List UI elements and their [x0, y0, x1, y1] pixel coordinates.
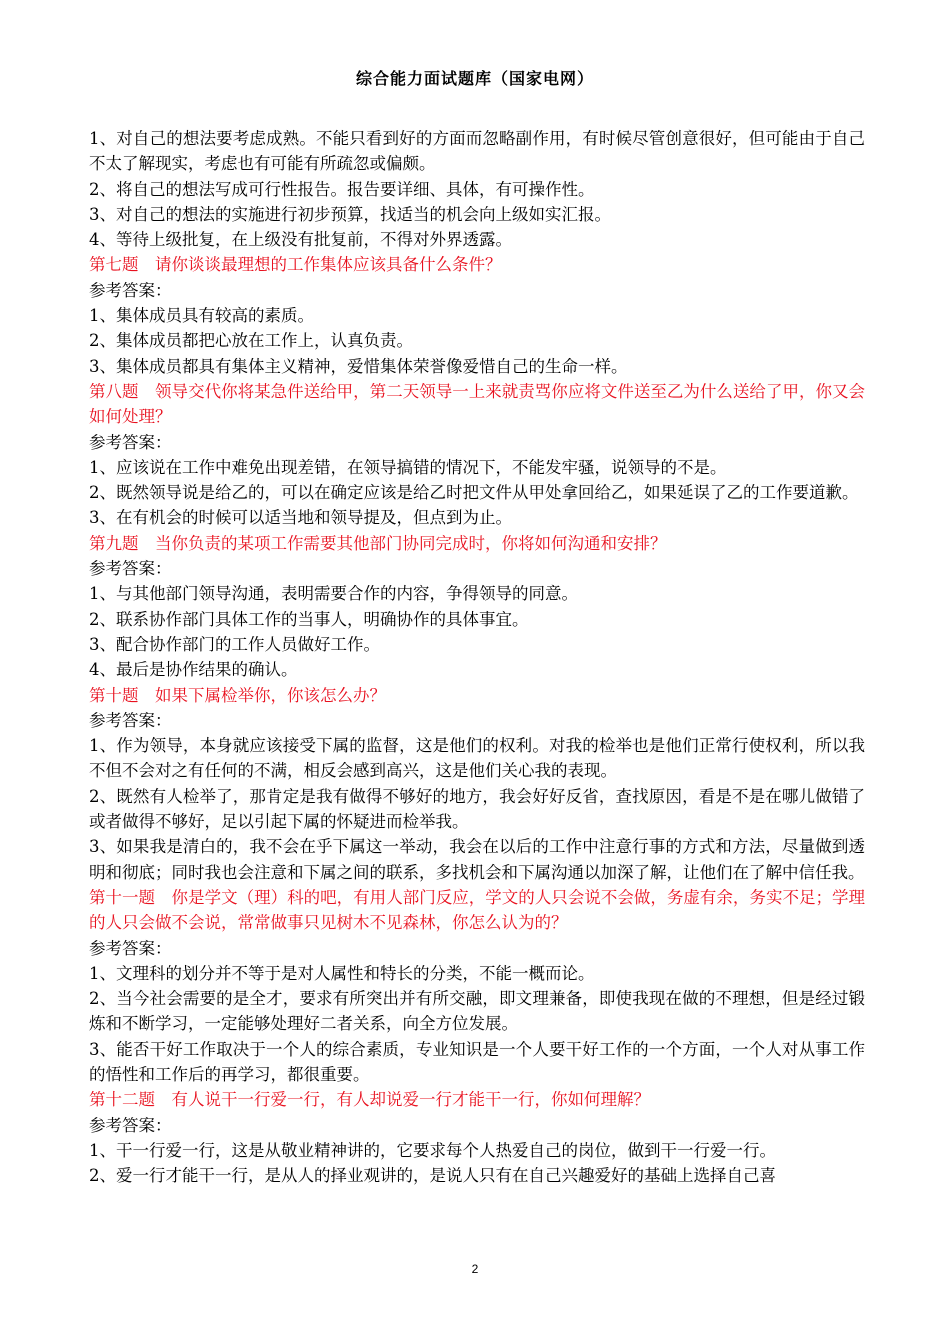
answer-item: 2、将自己的想法写成可行性报告。报告要详细、具体，有可操作性。: [89, 179, 595, 199]
answer-item: 1、干一行爱一行，这是从敬业精神讲的，它要求每个人热爱自己的岗位，做到干一行爱一行。: [89, 1140, 776, 1160]
answer-item: 2、集体成员都把心放在工作上，认真负责。: [89, 331, 413, 351]
answer-item: 1、作为领导，本身就应该接受下属的监督，这是他们的权利。对我的检举也是他们正常行使权利，所以我不但不会对之有任何的不满，相反会感到高兴，这是他们关心我的表现。: [89, 736, 865, 781]
answer-item: 3、能否干好工作取决于一个人的综合素质，专业知识是一个人要干好工作的一个方面，一个人对从事工作的悟性和工作后的再学习，都很重要。: [89, 1039, 865, 1084]
answer-item: 2、当今社会需要的是全才，要求有所突出并有所交融，即文理兼备，即使我现在做的不理想，但是经过锻炼和不断学习，一定能够处理好二者关系，向全方位发展。: [89, 989, 865, 1034]
answer-label: 参考答案：: [89, 1115, 172, 1135]
answer-item: 3、如果我是清白的，我不会在乎下属这一举动，我会在以后的工作中注意行事的方式和方法，尽量做到透明和彻底；同时我也会注意和下属之间的联系，多找机会和下属沟通以加深了解，让他们在了解中信任我。: [89, 837, 865, 882]
page-title: 综合能力面试题库（国家电网）: [355, 69, 594, 88]
question-heading: 第十一题 你是学文（理）科的吧，有用人部门反应，学文的人只会说不会做，务虚有余，务实不足；学理的人只会做不会说，常常做事只见树木不见森林，你怎么认为的？: [89, 887, 865, 933]
question-heading: 第十二题 有人说干一行爱一行，有人却说爱一行才能干一行，你如何理解？: [89, 1090, 650, 1110]
answer-item: 1、文理科的划分并不等于是对人属性和特长的分类，不能一概而论。: [89, 963, 595, 983]
question-heading: 第八题 领导交代你将某急件送给甲，第二天领导一上来就责骂你应将文件送至乙为什么送给了甲，你又会如何处理？: [89, 381, 865, 427]
answer-label: 参考答案：: [89, 938, 172, 958]
answer-item: 1、集体成员具有较高的素质。: [89, 306, 314, 326]
answer-item: 2、既然领导说是给乙的，可以在确定应该是给乙时把文件从甲处拿回给乙，如果延误了乙的工作要道歉。: [89, 483, 859, 503]
answer-label: 参考答案：: [89, 710, 172, 730]
answer-item: 4、等待上级批复，在上级没有批复前，不得对外界透露。: [89, 230, 512, 250]
answer-item: 2、联系协作部门具体工作的当事人，明确协作的具体事宜。: [89, 609, 529, 629]
answer-label: 参考答案：: [89, 559, 172, 579]
answer-label: 参考答案：: [89, 432, 172, 452]
question-heading: 第十题 如果下属检举你，你该怎么办？: [89, 685, 386, 705]
page-number: 2: [471, 1262, 479, 1276]
answer-item: 3、对自己的想法的实施进行初步预算，找适当的机会向上级如实汇报。: [89, 204, 611, 224]
answer-item: 1、与其他部门领导沟通，表明需要合作的内容，争得领导的同意。: [89, 584, 578, 604]
answer-item: 2、既然有人检举了，那肯定是我有做得不够好的地方，我会好好反省，查找原因，看是不是在哪儿做错了或者做得不够好，足以引起下属的怀疑进而检举我。: [89, 786, 865, 832]
answer-item: 2、爱一行才能干一行，是从人的择业观讲的，是说人只有在自己兴趣爱好的基础上选择自己喜: [89, 1166, 776, 1186]
answer-item: 4、最后是协作结果的确认。: [89, 660, 298, 680]
answer-item: 1、对自己的想法要考虑成熟。不能只看到好的方面而忽略副作用，有时候尽管创意很好，但可能由于自己不太了解现实，考虑也有可能有所疏忽或偏颇。: [89, 129, 865, 174]
answer-label: 参考答案：: [89, 280, 172, 300]
question-heading: 第七题 请你谈谈最理想的工作集体应该具备什么条件？: [89, 255, 502, 275]
question-heading: 第九题 当你负责的某项工作需要其他部门协同完成时，你将如何沟通和安排？: [89, 533, 667, 553]
document-body: [89, 126, 865, 1188]
answer-item: 1、应该说在工作中难免出现差错，在领导搞错的情况下，不能发牢骚，说领导的不是。: [89, 457, 727, 477]
answer-item: 3、配合协作部门的工作人员做好工作。: [89, 634, 380, 654]
answer-item: 3、集体成员都具有集体主义精神，爱惜集体荣誉像爱惜自己的生命一样。: [89, 356, 628, 376]
answer-item: 3、在有机会的时候可以适当地和领导提及，但点到为止。: [89, 508, 512, 528]
